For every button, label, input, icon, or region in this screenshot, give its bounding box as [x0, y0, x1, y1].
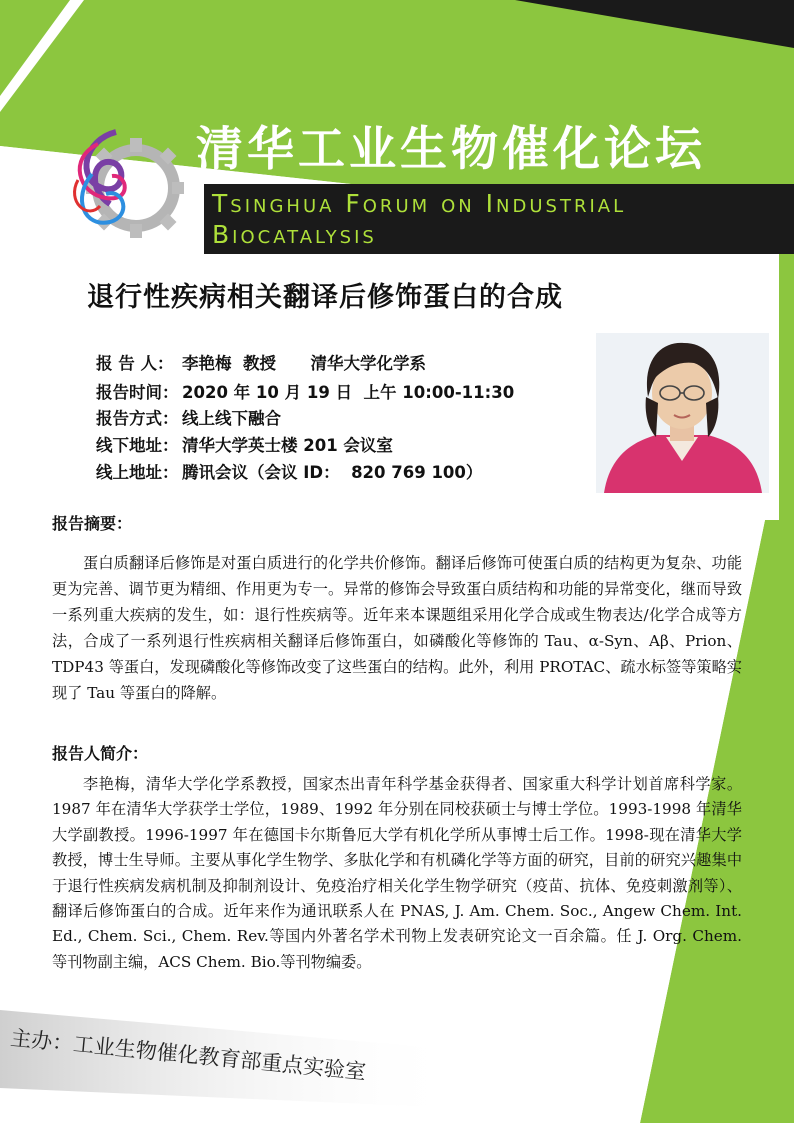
- abstract-heading: 报告摘要：: [52, 514, 133, 533]
- talk-title: 退行性疾病相关翻译后修饰蛋白的合成: [87, 282, 563, 313]
- forum-title-en: [212, 188, 626, 250]
- forum-title-en-line1: Tsinghua Forum on Industrial: [212, 189, 627, 218]
- speaker-value: 李艳梅 教授 清华大学化学系: [182, 354, 426, 373]
- online-label: 线上地址：: [96, 463, 179, 482]
- offline-row: [96, 432, 393, 456]
- offline-label: 线下地址：: [96, 436, 179, 455]
- online-row: [96, 459, 482, 483]
- mode-row: [96, 405, 281, 429]
- speaker-label: 报 告 人：: [96, 354, 174, 373]
- offline-value: 清华大学英士楼 201 会议室: [182, 436, 393, 455]
- time-value: 2020 年 10 月 19 日 上午 10:00-11:30: [182, 383, 515, 402]
- online-value: 腾讯会议（会议 ID： 820 769 100）: [182, 463, 483, 482]
- bio-text: 李艳梅，清华大学化学系教授，国家杰出青年科学基金获得者、国家重大科学计划首席科学家。1987 年在清华大学获学士学位，1989、1992 年分别在同校获硕士与博士学位。1993-1998 年清华大学副教授。1996-1997 年在德国卡尔斯鲁厄大学有机化学所从事博士后工作。1998-现在清华大学教授，博士生导师。主要从事化学生物学、多肽化学和有机磷化学等方面的研究，目前的研究兴趣集中于退行性疾病发病机制及抑制剂设计、免疫治疗相关化学生物学研究（疫苗、抗体、免疫刺激剂等）、翻译后修饰蛋白的合成。近年来作为通讯联系人在 PNAS, J. Am. Chem. Soc., Angew Chem. Int. Ed., Chem. Sci., Chem. Rev.等国内外著名学术刊物上发表研究论文一百余篇。任 J. Org. Chem. 等刊物副主编，ACS Chem. Bio.等刊物编委。: [52, 775, 742, 971]
- time-row: [96, 379, 514, 403]
- forum-logo-icon: [58, 118, 186, 250]
- time-label: 报告时间：: [96, 383, 179, 402]
- mode-label: 报告方式：: [96, 409, 179, 428]
- bio-heading: 报告人简介：: [52, 744, 149, 763]
- mode-value: 线上线下融合: [182, 409, 281, 428]
- sponsor-text: 主办：工业生物催化教育部重点实验室: [9, 1025, 367, 1085]
- forum-title-cn: 清华工业生物催化论坛: [196, 122, 706, 177]
- abstract-text: 蛋白质翻译后修饰是对蛋白质进行的化学共价修饰。翻译后修饰可使蛋白质的结构更为复杂、功能更为完善、调节更为精细、作用更为专一。异常的修饰会导致蛋白质结构和功能的异常变化，继而导致一系列重大疾病的发生，如：退行性疾病等。近年来本课题组采用化学合成或生物表达/化学合成等方法，合成了一系列退行性疾病相关翻译后修饰蛋白，如磷酸化等修饰的 Tau、α-Syn、Aβ、Prion、TDP43 等蛋白，发现磷酸化等修饰改变了这些蛋白的结构。此外，利用 PROTAC、疏水标签等策略实现了 Tau 等蛋白的降解。: [52, 554, 742, 702]
- speaker-row: [96, 350, 426, 374]
- forum-title-en-line2: Biocatalysis: [212, 220, 377, 249]
- speaker-photo: [596, 333, 769, 493]
